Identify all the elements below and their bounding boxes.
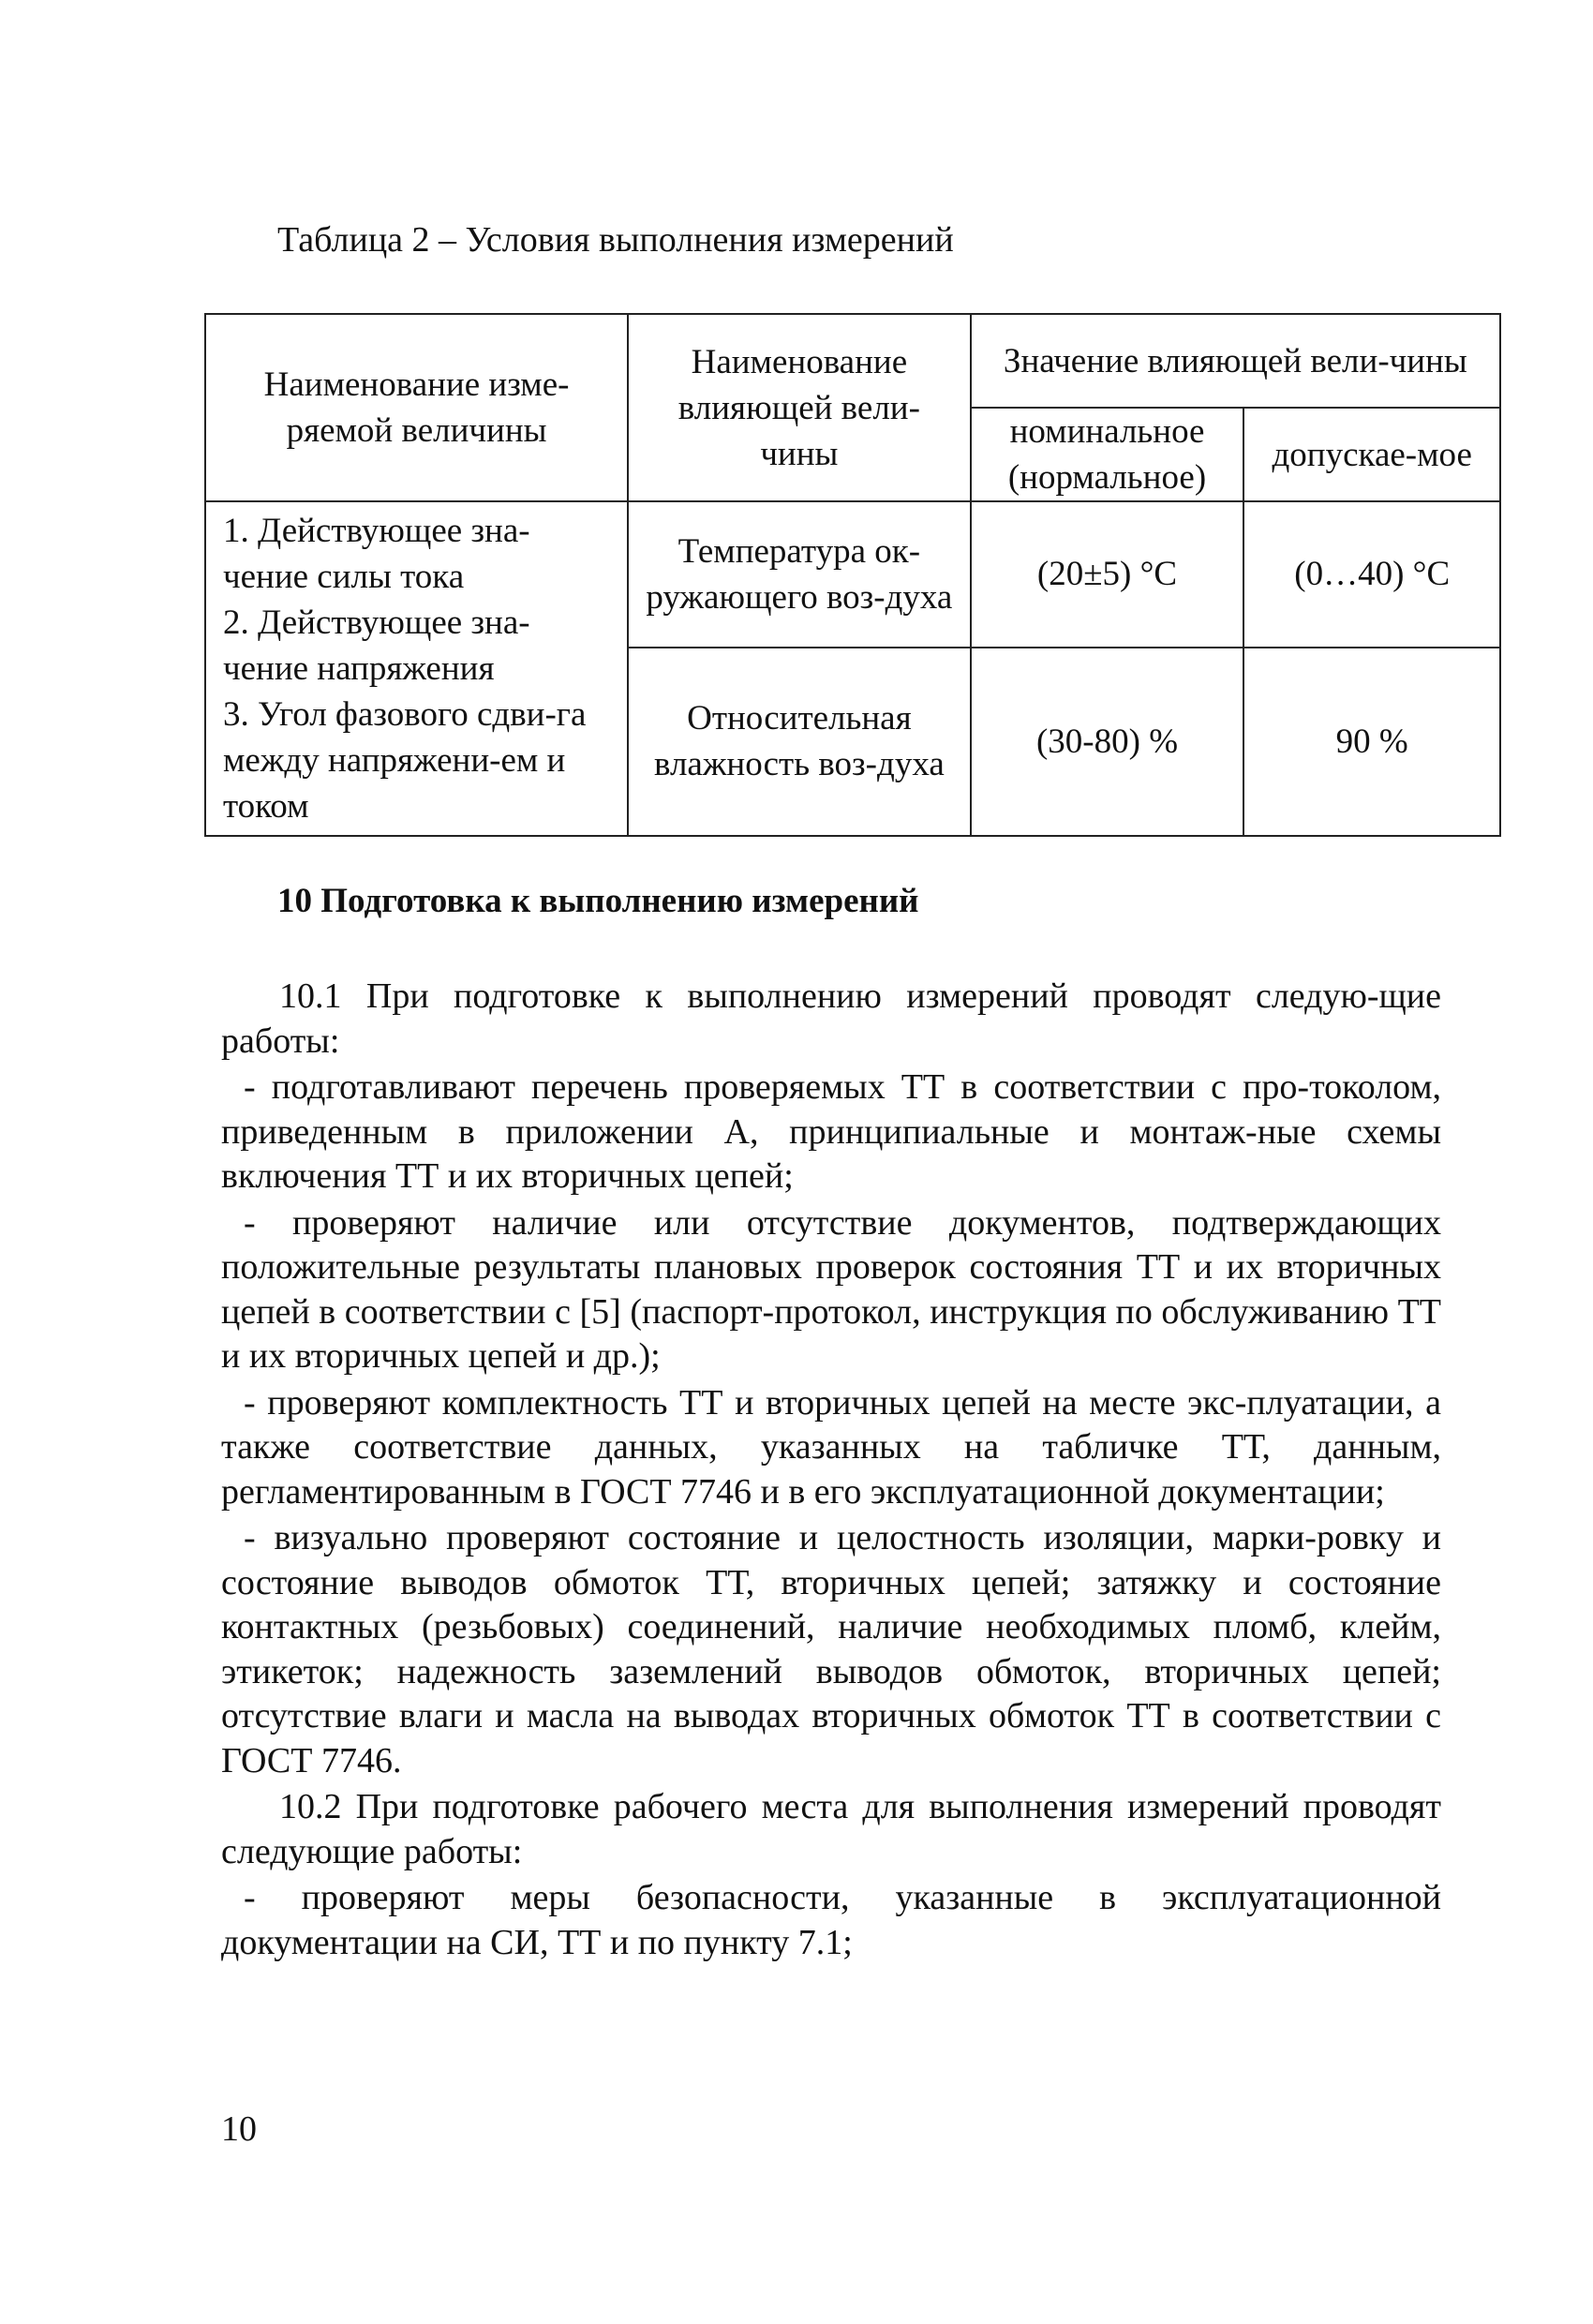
header-measured-quantity: Наименование изме-ряемой величины — [205, 314, 628, 501]
list-item: - подготавливают перечень проверяемых ТТ в соответствии с про-токолом, приведенным в приложении А, принципиальные и монтаж-ные схемы включения ТТ и их вторичных цепей; — [221, 1067, 1441, 1196]
section-title: 10 Подготовка к выполнению измерений — [277, 882, 919, 920]
body-text — [221, 975, 1441, 1965]
list-item: - проверяют комплектность ТТ и вторичных цепей на месте экс-плуатации, а также соответствие данных, указанных на табличке ТТ, данным, регламентированным в ГОСТ 7746 и в его эксплуатационной документации; — [221, 1382, 1441, 1512]
nominal-temperature: (20±5) °С — [971, 501, 1244, 648]
list-item: - визуально проверяют состояние и целостность изоляции, марки-ровку и состояние выводов обмоток ТТ, вторичных цепей; затяжку и состояние контактных (резьбовых) соединений, наличие необходимых пломб, клейм, этикеток; надежность заземлений выводов обмоток, вторичных цепей; отсутствие влаги и масла на выводах вторичных обмоток ТТ в соответствии с ГОСТ 7746. — [221, 1518, 1441, 1780]
table-caption: Таблица 2 – Условия выполнения измерений — [277, 220, 954, 260]
header-value-group: Значение влияющей вели-чины — [971, 314, 1500, 408]
nominal-humidity: (30-80) % — [971, 648, 1244, 836]
paragraph-10-1: 10.1 При подготовке к выполнению измерений проводят следую-щие работы: — [221, 976, 1441, 1061]
permissible-humidity: 90 % — [1243, 648, 1500, 836]
permissible-temperature: (0…40) °С — [1243, 501, 1500, 648]
measured-quantities-cell — [205, 501, 628, 836]
list-item: - проверяют меры безопасности, указанные в эксплуатационной документации на СИ, ТТ и по пункту 7.1; — [221, 1878, 1441, 1962]
header-nominal: номинальное (нормальное) — [971, 408, 1244, 501]
paragraph-10-2: 10.2 При подготовке рабочего места для выполнения измерений проводят следующие работы: — [221, 1787, 1441, 1871]
conditions-table — [204, 313, 1501, 837]
list-item: - проверяют наличие или отсутствие документов, подтверждающих положительные результаты плановых проверок состояния ТТ и их вторичных цепей в соответствии с [5] (паспорт-протокол, инструкция по обслуживанию ТТ и их вторичных цепей и др.); — [221, 1202, 1441, 1376]
measured-item-3: 3. Угол фазового сдви-га между напряжени-ем и током — [223, 695, 587, 826]
header-permissible: допускае-мое — [1243, 408, 1500, 501]
measured-item-1: 1. Действующее зна-чение силы тока — [223, 512, 530, 596]
measured-item-2: 2. Действующее зна-чение напряжения — [223, 603, 530, 688]
page-number: 10 — [221, 2109, 257, 2149]
influencing-humidity: Относительная влажность воз-духа — [628, 648, 971, 836]
influencing-temperature: Температура ок-ружающего воз-духа — [628, 501, 971, 648]
header-influencing-quantity: Наименование влияющей вели-чины — [628, 314, 971, 501]
